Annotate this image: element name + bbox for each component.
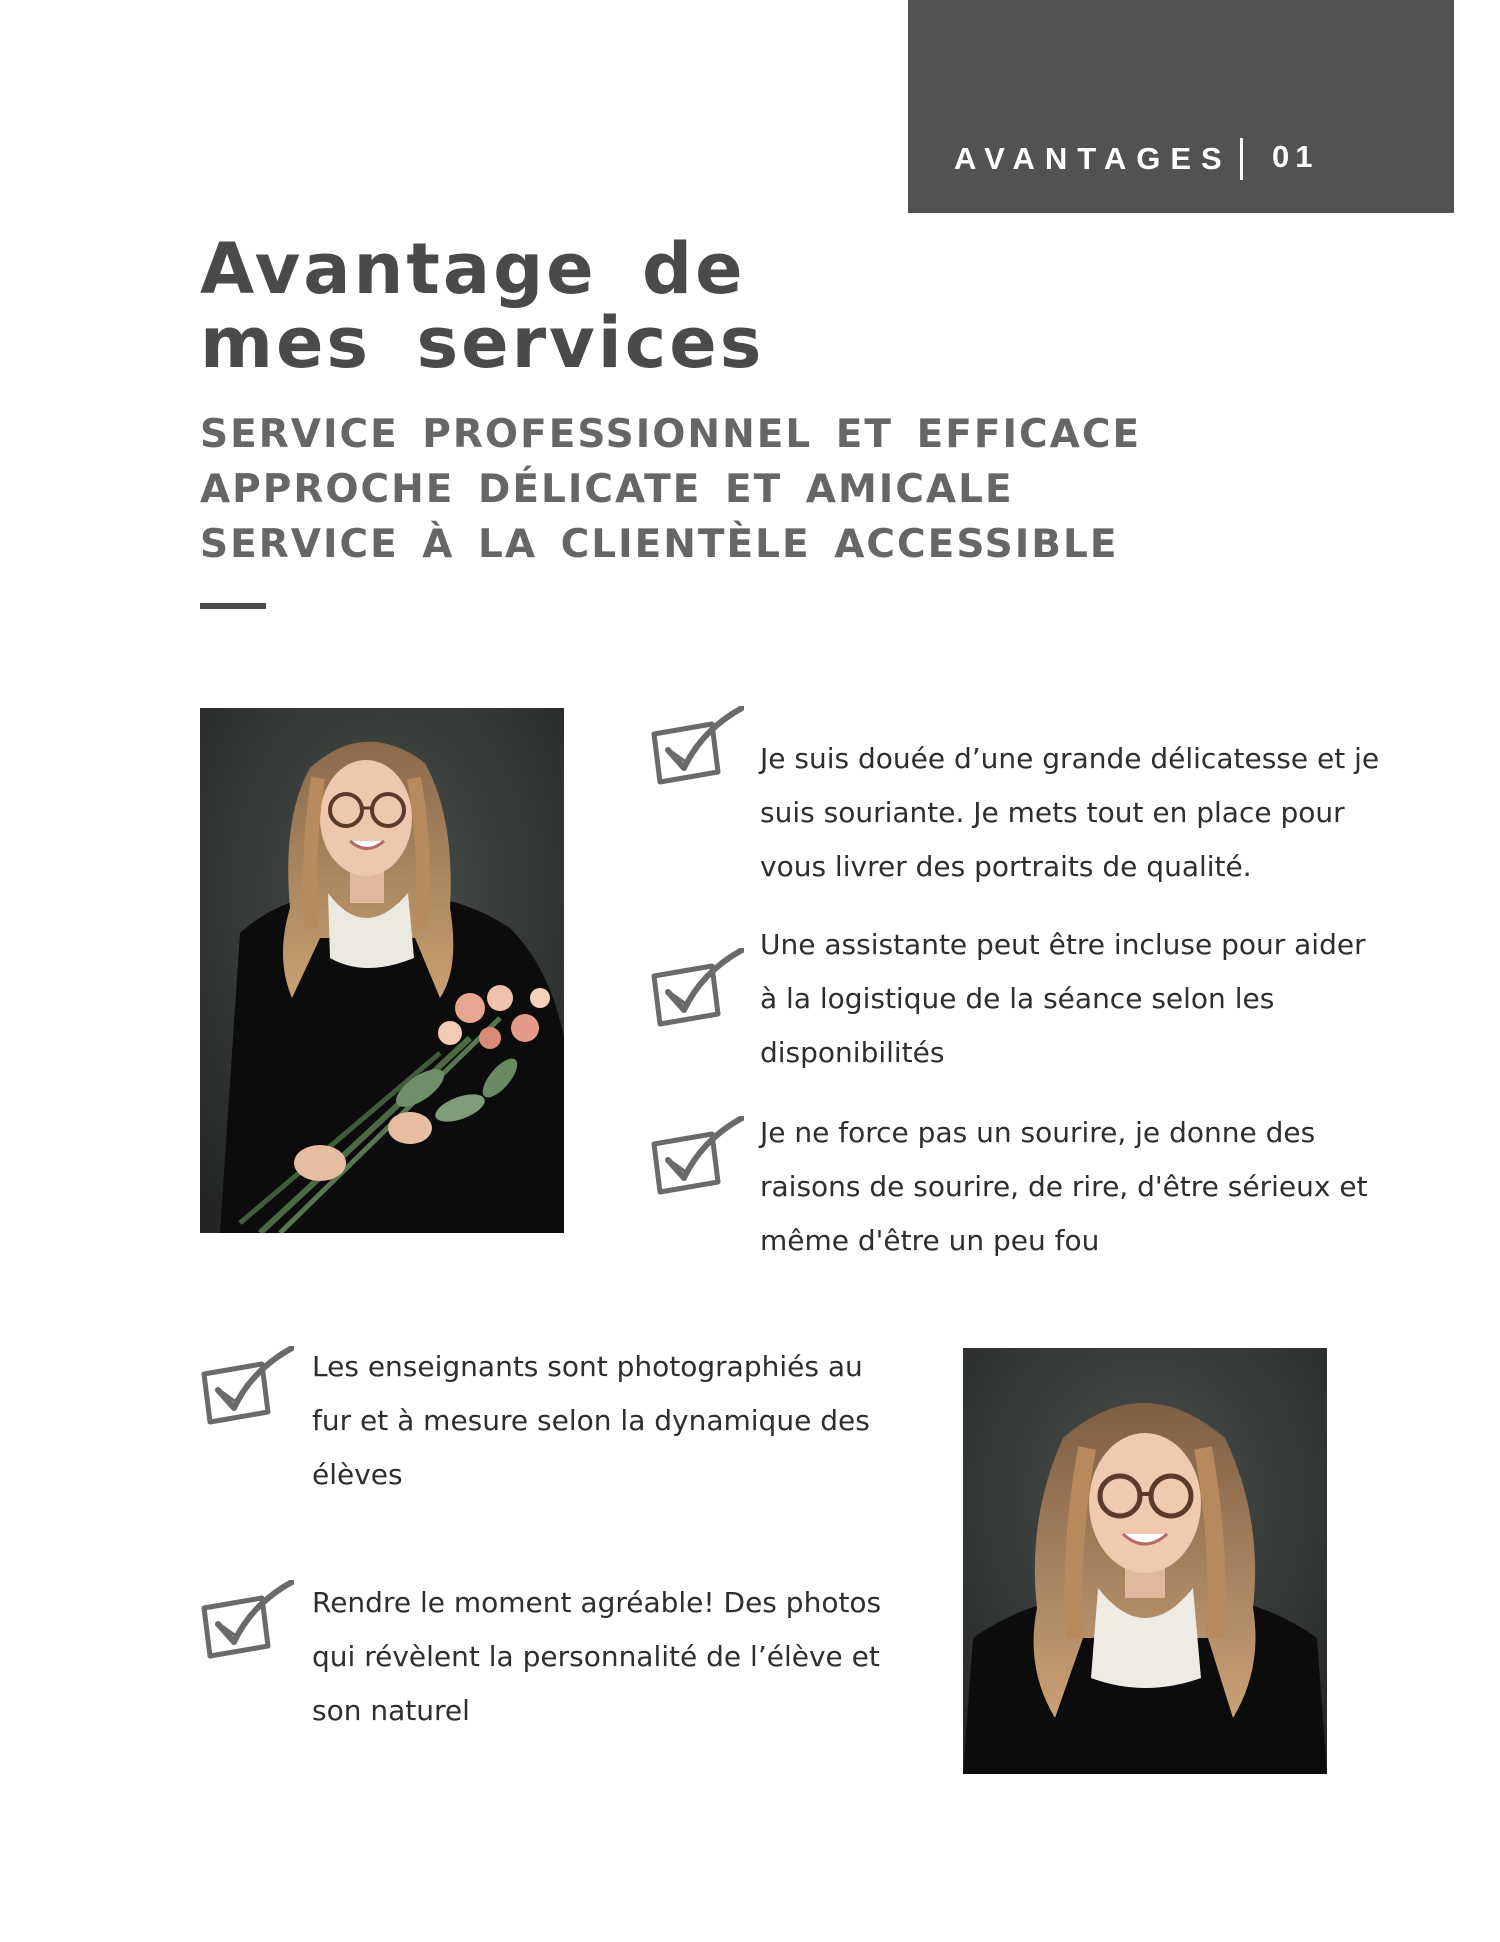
page-title: Avantage de mes services [200,228,765,384]
section-label: AVANTAGES [954,141,1232,176]
checkmark-box-icon [198,1346,294,1442]
benefit-item [648,928,1388,1118]
portrait-photo-headshot [963,1348,1327,1774]
page-number: 01 [1272,139,1319,174]
benefit-text: Rendre le moment agréable! Des photos qui révèlent la personnalité de l’élève et son naturel [312,1586,882,1727]
benefit-text: Une assistante peut être incluse pour aider à la logistique de la séance selon les disponibilités [760,928,1366,1069]
accent-rule [200,603,266,609]
subtitle-line: SERVICE PROFESSIONNEL ET EFFICACE [200,412,1142,457]
header-divider [1240,138,1243,180]
subtitle-line: SERVICE À LA CLIENTÈLE ACCESSIBLE [200,522,1119,567]
benefit-item [198,1580,898,1750]
benefit-text: Les enseignants sont photographiés au fur et à mesure selon la dynamique des élèves [312,1350,870,1491]
benefit-text: Je ne force pas un sourire, je donne des raisons de sourire, de rire, d'être sérieux et même d'être un peu fou [760,1116,1368,1257]
checkmark-box-icon [648,706,744,802]
checkmark-box-icon [648,948,744,1044]
header-tab [908,0,1454,213]
subtitle-line: APPROCHE DÉLICATE ET AMICALE [200,467,1014,512]
subtitle-list [200,407,1200,572]
benefit-text: Je suis douée d’une grande délicatesse et je suis souriante. Je mets tout en place pour vous livrer des portraits de qualité. [760,742,1380,883]
checkmark-box-icon [648,1116,744,1212]
checkmark-box-icon [198,1580,294,1676]
benefit-item [648,706,1388,883]
portrait-photo-flowers [200,708,564,1233]
benefit-item [648,1116,1388,1286]
benefit-item [198,1346,898,1516]
